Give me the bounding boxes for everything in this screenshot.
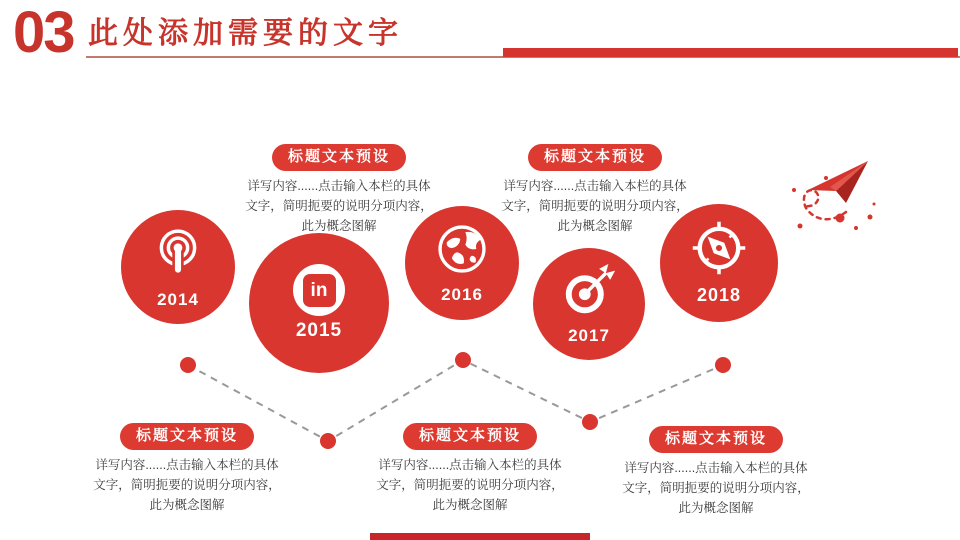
callout-body: 详写内容......点击输入本栏的具体 文字，简明扼要的说明分项内容， 此为概念图解 [376,458,564,512]
milestone-2017 [533,248,645,360]
page-title: 此处添加需要的文字 [88,17,403,50]
milestone-year: 2016 [441,284,483,304]
callout-bottom-2 [353,423,587,515]
milestone-year: 2017 [568,325,610,345]
callout-title-badge: 标题文本预设 [528,144,662,171]
callout-body: 详写内容......点击输入本栏的具体 文字，简明扼要的说明分项内容， 此为概念图解 [93,458,281,512]
callout-title-badge: 标题文本预设 [272,144,406,171]
callout-body: 详写内容......点击输入本栏的具体 文字，简明扼要的说明分项内容， 此为概念图解 [622,461,810,515]
callout-title-badge: 标题文本预设 [649,426,783,453]
linkedin-text: in [310,279,328,301]
callout-bottom-1 [70,423,304,515]
paper-plane-icon [770,140,960,250]
callout-bottom-3 [599,426,833,518]
callout-title-badge: 标题文本预设 [403,423,537,450]
callout-title-badge: 标题文本预设 [120,423,254,450]
linkedin-icon [293,264,345,316]
callout-top-2 [478,144,712,236]
broadcast-icon [150,225,206,286]
milestone-2014 [121,210,235,324]
footer-accent-bar [370,533,590,540]
target-icon [562,263,616,322]
milestone-year: 2018 [696,285,742,305]
callout-top-1 [222,144,456,236]
callout-body: 详写内容......点击输入本栏的具体 文字，简明扼要的说明分项内容， 此为概念图解 [501,179,689,233]
header-accent-bar [503,48,958,57]
milestone-2015 [249,233,389,373]
milestone-year: 2014 [157,289,199,309]
milestone-year: 2015 [295,320,343,341]
slide-number: 03 [13,0,74,65]
callout-body: 详写内容......点击输入本栏的具体 文字，简明扼要的说明分项内容， 此为概念图解 [245,179,433,233]
